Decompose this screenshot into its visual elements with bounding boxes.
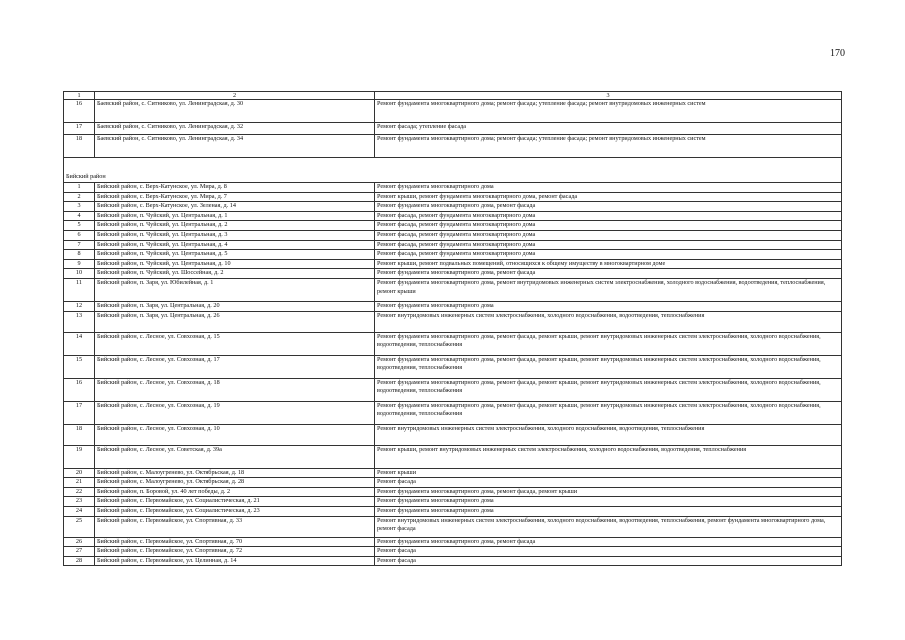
row-number: 26	[64, 537, 95, 547]
row-address: Бийский район, с. Верх-Катунское, ул. Мира, д. 8	[95, 183, 375, 193]
row-address: Бийский район, с. Первомайское, ул. Спортивная, д. 33	[95, 516, 375, 537]
table-row	[64, 445, 842, 468]
row-works: Ремонт фундамента многоквартирного дома, ремонт фасада, ремонт крыши, ремонт внутридомовых инженерных систем электроснабжения, холодного водоснабжения, водоотведения, теплоснабжения	[375, 378, 842, 401]
row-number: 23	[64, 497, 95, 507]
table-row	[64, 100, 842, 123]
row-works: Ремонт фасада, ремонт фундамента многоквартирного дома	[375, 250, 842, 260]
table-row	[64, 378, 842, 401]
table-row	[64, 537, 842, 547]
table-row	[64, 278, 842, 301]
table-row	[64, 311, 842, 332]
page-number: 170	[830, 48, 845, 59]
table-row	[64, 123, 842, 135]
column-number-row	[64, 92, 842, 100]
row-number: 12	[64, 301, 95, 311]
row-number: 19	[64, 445, 95, 468]
repair-program-table	[63, 91, 842, 566]
row-address: Бийский район, с. Лесное, ул. Совхозная, д. 17	[95, 355, 375, 378]
row-number: 5	[64, 221, 95, 231]
row-works: Ремонт фасада	[375, 547, 842, 557]
row-works: Ремонт фундамента многоквартирного дома, ремонт фасада	[375, 202, 842, 212]
table-row	[64, 506, 842, 516]
row-address: Бийский район, с. Лесное, ул. Совхозная, д. 19	[95, 401, 375, 424]
section-title: Бийский район	[64, 158, 842, 183]
row-works: Ремонт крыши, ремонт фундамента многоквартирного дома, ремонт фасада	[375, 192, 842, 202]
table-row	[64, 547, 842, 557]
row-address: Бийский район, с. Первомайское, ул. Спортивная, д. 70	[95, 537, 375, 547]
row-number: 13	[64, 311, 95, 332]
table-row	[64, 401, 842, 424]
section-row	[64, 158, 842, 183]
row-number: 9	[64, 259, 95, 269]
row-address: Бийский район, п. Чуйский, ул. Центральная, д. 2	[95, 221, 375, 231]
row-address: Бийский район, п. Заря, ул. Центральная, д. 26	[95, 311, 375, 332]
row-works: Ремонт фундамента многоквартирного дома	[375, 301, 842, 311]
row-address: Бийский район, с. Лесное, ул. Советская, д. 39а	[95, 445, 375, 468]
row-works: Ремонт фундамента многоквартирного дома	[375, 506, 842, 516]
table-row	[64, 301, 842, 311]
row-works: Ремонт фундамента многоквартирного дома	[375, 183, 842, 193]
row-number: 21	[64, 478, 95, 488]
row-address: Бийский район, п. Чуйский, ул. Центральная, д. 5	[95, 250, 375, 260]
row-number: 20	[64, 468, 95, 478]
row-works: Ремонт фасада, ремонт фундамента многоквартирного дома	[375, 211, 842, 221]
row-address: Бийский район, с. Первомайское, ул. Целинная, д. 14	[95, 556, 375, 566]
table-row	[64, 497, 842, 507]
table-row	[64, 240, 842, 250]
row-number: 3	[64, 202, 95, 212]
row-number: 1	[64, 183, 95, 193]
row-number: 4	[64, 211, 95, 221]
row-number: 18	[64, 424, 95, 445]
row-number: 6	[64, 230, 95, 240]
table-row	[64, 221, 842, 231]
row-number: 28	[64, 556, 95, 566]
row-number: 11	[64, 278, 95, 301]
row-works: Ремонт внутридомовых инженерных систем электроснабжения, холодного водоснабжения, водоотведения, теплоснабжения, ремонт фундамента многоквартирного дома, ремонт фасада	[375, 516, 842, 537]
row-works: Ремонт крыши, ремонт подвальных помещений, относящихся к общему имуществу в многоквартирном доме	[375, 259, 842, 269]
table-row	[64, 487, 842, 497]
table-row	[64, 269, 842, 279]
row-address: Баевский район, с. Ситниково, ул. Ленинградская, д. 30	[95, 100, 375, 123]
row-address: Бийский район, с. Лесное, ул. Совхозная, д. 15	[95, 332, 375, 355]
row-number: 8	[64, 250, 95, 260]
row-number: 22	[64, 487, 95, 497]
row-address: Баевский район, с. Ситниково, ул. Ленинградская, д. 32	[95, 123, 375, 135]
row-address: Бийский район, п. Заря, ул. Юбилейная, д. 1	[95, 278, 375, 301]
row-number: 10	[64, 269, 95, 279]
column-number-2: 2	[95, 92, 375, 100]
row-works: Ремонт крыши, ремонт внутридомовых инженерных систем электроснабжения, холодного водоснабжения, водоотведения, теплоснабжения	[375, 445, 842, 468]
row-address: Бийский район, с. Верх-Катунское, ул. Зеленая, д. 14	[95, 202, 375, 212]
table-row	[64, 192, 842, 202]
row-works: Ремонт фасада	[375, 556, 842, 566]
table-row	[64, 468, 842, 478]
row-works: Ремонт фундамента многоквартирного дома, ремонт фасада, ремонт крыши, ремонт внутридомовых инженерных систем электроснабжения, холодного водоснабжения, водоотведения, теплоснабжения	[375, 355, 842, 378]
row-number: 17	[64, 401, 95, 424]
table-row	[64, 135, 842, 158]
row-works: Ремонт фундамента многоквартирного дома; ремонт фасада; утепление фасада; ремонт внутридомовых инженерных систем	[375, 100, 842, 123]
row-works: Ремонт внутридомовых инженерных систем электроснабжения, холодного водоснабжения, водоотведения, теплоснабжения	[375, 424, 842, 445]
row-address: Баевский район, с. Ситниково, ул. Ленинградская, д. 34	[95, 135, 375, 158]
row-address: Бийский район, с. Лесное, ул. Совхозная, д. 18	[95, 378, 375, 401]
row-address: Бийский район, п. Боровой, ул. 40 лет победы, д. 2	[95, 487, 375, 497]
row-number: 24	[64, 506, 95, 516]
row-number: 16	[64, 100, 95, 123]
row-number: 27	[64, 547, 95, 557]
row-works: Ремонт фундамента многоквартирного дома, ремонт фасада	[375, 269, 842, 279]
table-row	[64, 556, 842, 566]
row-address: Бийский район, с. Первомайское, ул. Спортивная, д. 72	[95, 547, 375, 557]
table-row	[64, 230, 842, 240]
row-works: Ремонт фундамента многоквартирного дома, ремонт фасада, ремонт крыши, ремонт внутридомовых инженерных систем электроснабжения, холодного водоснабжения, водоотведения, теплоснабжения	[375, 332, 842, 355]
row-address: Бийский район, с. Первомайское, ул. Социалистическая, д. 23	[95, 506, 375, 516]
row-address: Бийский район, с. Лесное, ул. Совхозная, д. 10	[95, 424, 375, 445]
table-row	[64, 202, 842, 212]
table-row	[64, 250, 842, 260]
table-row	[64, 183, 842, 193]
table-row	[64, 211, 842, 221]
row-works: Ремонт фундамента многоквартирного дома, ремонт внутридомовых инженерных систем электроснабжения, холодного водоснабжения, водоотведения, теплоснабжения, ремонт крыши	[375, 278, 842, 301]
row-works: Ремонт фасада	[375, 478, 842, 488]
row-address: Бийский район, п. Чуйский, ул. Центральная, д. 10	[95, 259, 375, 269]
row-works: Ремонт крыши	[375, 468, 842, 478]
row-works: Ремонт фундамента многоквартирного дома, ремонт фасада, ремонт крыши, ремонт внутридомовых инженерных систем электроснабжения, холодного водоснабжения, водоотведения, теплоснабжения	[375, 401, 842, 424]
row-address: Бийский район, с. Малоугренево, ул. Октябрьская, д. 18	[95, 468, 375, 478]
row-address: Бийский район, п. Чуйский, ул. Центральная, д. 1	[95, 211, 375, 221]
row-works: Ремонт внутридомовых инженерных систем электроснабжения, холодного водоснабжения, водоотведения, теплоснабжения	[375, 311, 842, 332]
row-works: Ремонт фундамента многоквартирного дома, ремонт фасада, ремонт крыши	[375, 487, 842, 497]
row-number: 18	[64, 135, 95, 158]
row-works: Ремонт фундамента многоквартирного дома, ремонт фасада	[375, 537, 842, 547]
row-number: 16	[64, 378, 95, 401]
row-number: 14	[64, 332, 95, 355]
row-number: 7	[64, 240, 95, 250]
column-number-3: 3	[375, 92, 842, 100]
row-number: 25	[64, 516, 95, 537]
row-works: Ремонт фундамента многоквартирного дома; ремонт фасада; утепление фасада; ремонт внутридомовых инженерных систем	[375, 135, 842, 158]
row-address: Бийский район, п. Чуйский, ул. Центральная, д. 3	[95, 230, 375, 240]
row-works: Ремонт фасада, ремонт фундамента многоквартирного дома	[375, 240, 842, 250]
table-row	[64, 478, 842, 488]
table-row	[64, 332, 842, 355]
row-number: 17	[64, 123, 95, 135]
row-works: Ремонт фасада, ремонт фундамента многоквартирного дома	[375, 221, 842, 231]
row-number: 15	[64, 355, 95, 378]
row-address: Бийский район, п. Заря, ул. Центральная, д. 20	[95, 301, 375, 311]
table-row	[64, 355, 842, 378]
row-address: Бийский район, п. Чуйский, ул. Шоссейная, д. 2	[95, 269, 375, 279]
row-address: Бийский район, с. Верх-Катунское, ул. Мира, д. 7	[95, 192, 375, 202]
column-number-1: 1	[64, 92, 95, 100]
row-works: Ремонт фасада; утепление фасада	[375, 123, 842, 135]
table-row	[64, 424, 842, 445]
row-number: 2	[64, 192, 95, 202]
row-address: Бийский район, с. Малоугренево, ул. Октябрьская, д. 28	[95, 478, 375, 488]
table-row	[64, 259, 842, 269]
row-works: Ремонт фундамента многоквартирного дома	[375, 497, 842, 507]
table-row	[64, 516, 842, 537]
row-address: Бийский район, п. Чуйский, ул. Центральная, д. 4	[95, 240, 375, 250]
row-address: Бийский район, с. Первомайское, ул. Социалистическая, д. 21	[95, 497, 375, 507]
row-works: Ремонт фасада, ремонт фундамента многоквартирного дома	[375, 230, 842, 240]
